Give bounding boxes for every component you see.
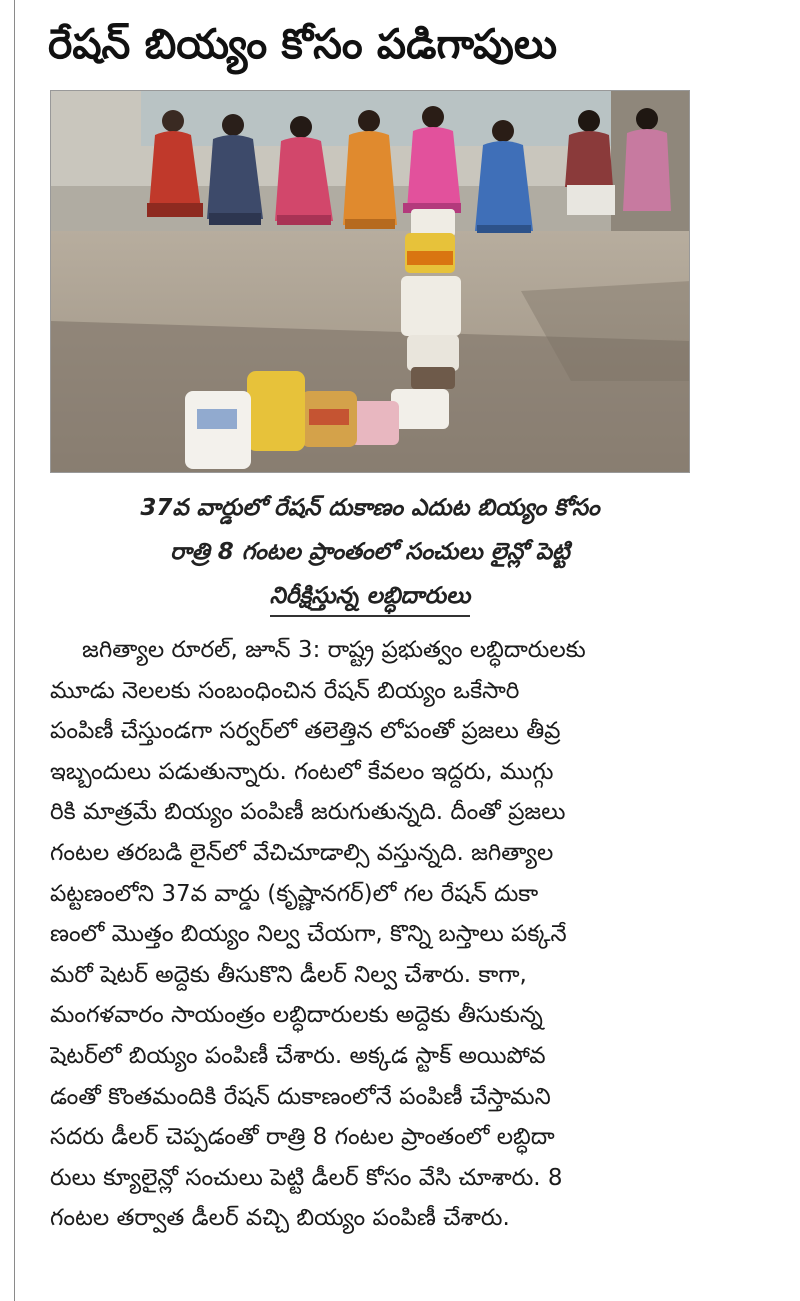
body-line: ణంలో మొత్తం బియ్యం నిల్వ చేయగా, కొన్ని బస్తాలు పక్కనే bbox=[50, 921, 567, 948]
news-photo bbox=[50, 90, 690, 473]
column-rule bbox=[14, 0, 15, 1301]
body-line: సదరు డీలర్ చెప్పడంతో రాత్రి 8 గంటల ప్రాంతంలో లబ్ధిదా bbox=[50, 1124, 555, 1151]
caption-line: రాత్రి 8 గంటల ప్రాంతంలో సంచులు లైన్లో పెట్టి bbox=[170, 539, 570, 565]
body-line: డంతో కొంతమందికి రేషన్ దుకాణంలోనే పంపిణీ చేస్తామని bbox=[50, 1083, 551, 1110]
body-line: మరో షెటర్ అద్దెకు తీసుకొని డీలర్ నిల్వ చేశారు. కాగా, bbox=[50, 961, 527, 988]
body-line: మూడు నెలలకు సంబంధించిన రేషన్ బియ్యం ఒకేసారి bbox=[50, 677, 520, 704]
body-line: ఇబ్బందులు పడుతున్నారు. గంటలో కేవలం ఇద్దరు, ముగ్గు bbox=[50, 758, 554, 785]
photo-caption bbox=[50, 486, 690, 618]
photo-illustration bbox=[51, 91, 690, 473]
article-body bbox=[50, 630, 700, 1239]
body-line: పంపిణీ చేస్తుండగా సర్వర్‌లో తలెత్తిన లోపంతో ప్రజలు తీవ్ర bbox=[50, 718, 561, 745]
body-line: రికి మాత్రమే బియ్యం పంపిణీ జరుగుతున్నది. దీంతో ప్రజలు bbox=[50, 799, 566, 826]
body-line: రులు క్యూలైన్లో సంచులు పెట్టి డీలర్ కోసం వేసి చూశారు. 8 bbox=[50, 1164, 563, 1191]
caption-line-underlined: నిరీక్షిస్తున్న లబ్ధిదారులు bbox=[270, 577, 471, 617]
headline: రేషన్ బియ్యం కోసం పడిగాపులు bbox=[48, 20, 558, 68]
body-line: జగిత్యాల రూరల్, జూన్ 3: రాష్ట్ర ప్రభుత్వం లబ్ధిదారులకు bbox=[82, 637, 586, 663]
body-line: గంటల తర్వాత డీలర్ వచ్చి బియ్యం పంపిణీ చేశారు. bbox=[50, 1205, 510, 1232]
caption-line bbox=[50, 574, 690, 618]
body-line: పట్టణంలోని 37వ వార్డు (కృష్ణానగర్)లో గల రేషన్ దుకా bbox=[50, 880, 539, 907]
caption-line: 37వ వార్డులో రేషన్ దుకాణం ఎదుట బియ్యం కోసం bbox=[140, 495, 600, 521]
body-line: గంటల తరబడి లైన్‌లో వేచిచూడాల్సి వస్తున్నది. జగిత్యాల bbox=[50, 839, 554, 866]
body-line: షెటర్‌లో బియ్యం పంపిణీ చేశారు. అక్కడ స్టాక్ అయిపోవ bbox=[50, 1042, 546, 1069]
body-line: మంగళవారం సాయంత్రం లబ్ధిదారులకు అద్దెకు తీసుకున్న bbox=[50, 1002, 543, 1029]
